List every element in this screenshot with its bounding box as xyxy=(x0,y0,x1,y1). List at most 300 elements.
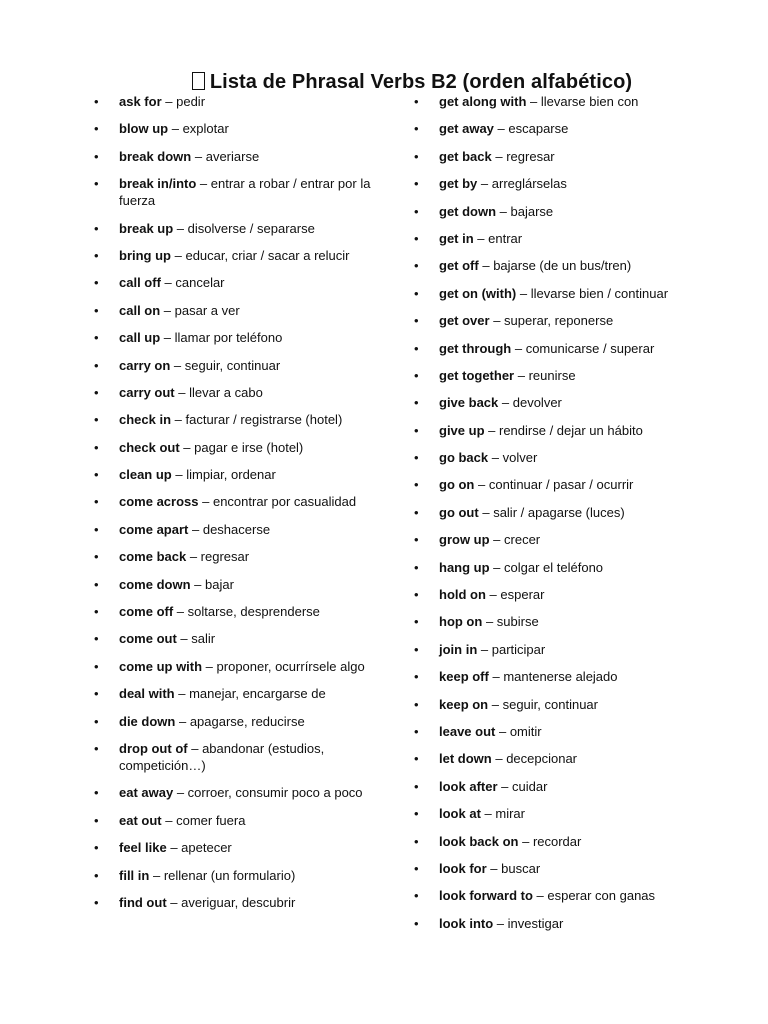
list-item xyxy=(94,576,384,593)
phrasal-verb: ask for xyxy=(119,94,162,109)
list-item xyxy=(414,531,714,548)
verb-meaning: llevarse bien con xyxy=(540,94,639,109)
list-item xyxy=(94,685,384,702)
verb-meaning: deshacerse xyxy=(202,521,271,537)
list-item xyxy=(414,778,714,795)
verb-meaning: cancelar xyxy=(175,275,225,291)
verb-meaning: superar, reponerse xyxy=(504,313,614,329)
bullet-icon: • xyxy=(94,302,99,318)
bullet-icon: • xyxy=(414,723,419,739)
verb-meaning: educar, criar / sacar a relucir xyxy=(185,247,350,263)
verb-meaning: manejar, encargarse de xyxy=(189,686,326,702)
list-item xyxy=(414,860,714,877)
verb-meaning: explotar xyxy=(182,121,229,137)
list-item xyxy=(94,120,384,137)
separator: – xyxy=(174,384,190,400)
bullet-icon: • xyxy=(414,176,419,192)
separator: – xyxy=(188,521,203,537)
bullet-icon: • xyxy=(414,778,419,794)
list-item xyxy=(414,285,714,302)
bullet-icon: • xyxy=(414,532,419,548)
phrasal-verb: break up xyxy=(119,220,174,236)
verb-meaning: apagarse, reducirse xyxy=(189,713,305,729)
bullet-icon: • xyxy=(94,549,99,565)
bullet-icon: • xyxy=(94,439,99,455)
missing-glyph-icon xyxy=(192,72,205,90)
list-item xyxy=(94,784,384,801)
bullet-icon: • xyxy=(94,658,99,674)
separator: – xyxy=(170,357,185,373)
verb-meaning: comunicarse / superar xyxy=(525,340,655,356)
phrasal-verb: get off xyxy=(439,258,479,274)
list-item xyxy=(94,839,384,856)
phrasal-verbs-list-right xyxy=(414,93,714,942)
page-title xyxy=(0,71,768,94)
list-item xyxy=(94,466,384,483)
phrasal-verb: bring up xyxy=(119,247,171,263)
separator: – xyxy=(160,330,175,346)
verb-meaning: apetecer xyxy=(181,840,232,856)
bullet-icon: • xyxy=(414,915,419,931)
bullet-icon: • xyxy=(94,247,99,263)
phrasal-verb: give back xyxy=(439,395,499,411)
bullet-icon: • xyxy=(414,614,419,630)
phrasal-verb: let down xyxy=(439,751,492,767)
list-item xyxy=(414,148,714,165)
list-item xyxy=(94,630,384,647)
separator: – xyxy=(171,247,186,263)
verb-meaning: llamar por teléfono xyxy=(174,330,283,346)
verb-meaning: mirar xyxy=(495,806,525,822)
phrasal-verb: leave out xyxy=(439,723,496,739)
bullet-icon: • xyxy=(414,504,419,520)
phrasal-verb: give up xyxy=(439,422,485,438)
bullet-icon: • xyxy=(414,696,419,712)
separator: – xyxy=(491,148,507,164)
phrasal-verb: die down xyxy=(119,713,176,729)
phrasal-verb: carry out xyxy=(119,384,175,400)
bullet-icon: • xyxy=(94,412,99,428)
separator: – xyxy=(495,723,510,739)
phrasal-verb: get over xyxy=(439,313,490,329)
list-item xyxy=(414,203,714,220)
bullet-icon: • xyxy=(94,785,99,801)
list-item xyxy=(414,915,714,932)
verb-meaning: entrar xyxy=(488,230,523,246)
separator: – xyxy=(480,806,496,822)
list-item xyxy=(414,833,714,850)
bullet-icon: • xyxy=(414,121,419,137)
bullet-icon: • xyxy=(414,477,419,493)
list-item xyxy=(414,696,714,713)
separator: – xyxy=(489,532,505,548)
phrasal-verbs-list-left xyxy=(94,93,384,921)
verb-meaning: salir / apagarse (luces) xyxy=(493,504,625,520)
phrasal-verb: get back xyxy=(439,148,492,164)
bullet-icon: • xyxy=(414,313,419,329)
verb-meaning: averiguar, descubrir xyxy=(181,894,296,910)
separator: – xyxy=(516,285,531,301)
bullet-icon: • xyxy=(414,669,419,685)
separator: – xyxy=(526,94,541,109)
bullet-icon: • xyxy=(414,641,419,657)
phrasal-verb: keep on xyxy=(439,696,489,712)
phrasal-verb: look into xyxy=(439,915,494,931)
verb-meaning: corroer, consumir poco a poco xyxy=(187,785,363,801)
verb-meaning: disolverse / separarse xyxy=(187,220,315,236)
separator: – xyxy=(493,121,509,137)
verb-meaning: entrar a robar / entrar por la fuerza xyxy=(119,176,371,209)
verb-meaning: llevarse bien / continuar xyxy=(530,285,669,301)
phrasal-verb: call up xyxy=(119,330,161,346)
phrasal-verb: carry on xyxy=(119,357,171,373)
list-item xyxy=(94,713,384,730)
verb-meaning: decepcionar xyxy=(506,751,578,767)
separator: – xyxy=(474,477,489,493)
verb-meaning: participar xyxy=(491,641,546,657)
separator: – xyxy=(173,220,188,236)
verb-meaning: omitir xyxy=(509,723,542,739)
list-item xyxy=(414,805,714,822)
list-item xyxy=(94,220,384,237)
phrasal-verb: clean up xyxy=(119,467,172,483)
verb-meaning: pedir xyxy=(176,94,206,109)
verb-meaning: comer fuera xyxy=(176,812,246,828)
verb-meaning: rendirse / dejar un hábito xyxy=(498,422,643,438)
separator: – xyxy=(160,302,175,318)
verb-meaning: colgar el teléfono xyxy=(504,559,604,575)
phrasal-verb: come up with xyxy=(119,658,203,674)
verb-meaning: seguir, continuar xyxy=(502,696,598,712)
separator: – xyxy=(190,576,205,592)
verb-meaning: pasar a ver xyxy=(174,302,240,318)
bullet-icon: • xyxy=(94,176,99,192)
verb-meaning: soltarse, desprenderse xyxy=(187,604,320,620)
bullet-icon: • xyxy=(414,94,419,109)
separator: – xyxy=(174,686,190,702)
phrasal-verb: break in/into xyxy=(119,176,197,192)
bullet-icon: • xyxy=(94,275,99,291)
phrasal-verb: get down xyxy=(439,203,497,219)
bullet-icon: • xyxy=(414,888,419,904)
separator: – xyxy=(166,894,182,910)
list-item xyxy=(414,120,714,137)
phrasal-verb: go back xyxy=(439,450,489,466)
list-item xyxy=(94,740,384,774)
verb-meaning: esperar xyxy=(500,587,545,603)
phrasal-verb: come out xyxy=(119,631,177,647)
phrasal-verb: blow up xyxy=(119,121,169,137)
list-item xyxy=(94,439,384,456)
bullet-icon: • xyxy=(94,713,99,729)
bullet-icon: • xyxy=(414,450,419,466)
separator: – xyxy=(168,121,183,137)
separator: – xyxy=(514,367,529,383)
phrasal-verb: come down xyxy=(119,576,191,592)
phrasal-verb: eat out xyxy=(119,812,162,828)
separator: – xyxy=(498,395,513,411)
separator: – xyxy=(485,587,501,603)
bullet-icon: • xyxy=(414,395,419,411)
phrasal-verb: come apart xyxy=(119,521,189,537)
separator: – xyxy=(202,658,217,674)
separator: – xyxy=(160,275,176,291)
list-item xyxy=(414,312,714,329)
bullet-icon: • xyxy=(94,631,99,647)
bullet-icon: • xyxy=(414,367,419,383)
list-item xyxy=(414,641,714,658)
bullet-icon: • xyxy=(94,686,99,702)
list-item xyxy=(94,521,384,538)
verb-meaning: limpiar, ordenar xyxy=(186,467,276,483)
phrasal-verb: grow up xyxy=(439,532,490,548)
separator: – xyxy=(511,340,526,356)
phrasal-verb: break down xyxy=(119,148,192,164)
list-item xyxy=(94,175,384,209)
separator: – xyxy=(486,860,502,876)
separator: – xyxy=(191,148,206,164)
separator: – xyxy=(186,549,201,565)
phrasal-verb: come back xyxy=(119,549,187,565)
bullet-icon: • xyxy=(414,559,419,575)
phrasal-verb: hold on xyxy=(439,587,486,603)
separator: – xyxy=(482,614,497,630)
separator: – xyxy=(489,559,505,575)
separator: – xyxy=(489,313,505,329)
separator: – xyxy=(196,176,211,192)
separator: – xyxy=(166,840,182,856)
title-text: Lista de Phrasal Verbs B2 (orden alfabético) xyxy=(209,71,633,94)
phrasal-verb: get by xyxy=(439,176,478,192)
verb-meaning: subirse xyxy=(496,614,539,630)
list-item xyxy=(414,93,714,110)
verb-meaning: salir xyxy=(191,631,216,647)
phrasal-verb: eat away xyxy=(119,785,174,801)
phrasal-verb: look at xyxy=(439,806,481,822)
verb-meaning: encontrar por casualidad xyxy=(212,494,357,510)
phrasal-verb: get together xyxy=(439,367,515,383)
list-item xyxy=(94,548,384,565)
separator: – xyxy=(473,230,489,246)
bullet-icon: • xyxy=(414,285,419,301)
list-item xyxy=(414,449,714,466)
bullet-icon: • xyxy=(94,521,99,537)
verb-meaning: recordar xyxy=(532,833,582,849)
separator: – xyxy=(488,669,504,685)
bullet-icon: • xyxy=(414,258,419,274)
verb-meaning: seguir, continuar xyxy=(184,357,281,373)
phrasal-verb: call off xyxy=(119,275,161,291)
separator: – xyxy=(179,439,195,455)
bullet-icon: • xyxy=(414,148,419,164)
separator: – xyxy=(173,604,188,620)
verb-meaning: arreglárselas xyxy=(491,176,567,192)
phrasal-verb: check in xyxy=(119,412,172,428)
phrasal-verb: look for xyxy=(439,860,487,876)
bullet-icon: • xyxy=(94,867,99,883)
phrasal-verb: get in xyxy=(439,230,474,246)
phrasal-verb: look back on xyxy=(439,833,519,849)
bullet-icon: • xyxy=(94,576,99,592)
verb-meaning: continuar / pasar / ocurrir xyxy=(488,477,634,493)
phrasal-verb: come off xyxy=(119,604,174,620)
separator: – xyxy=(484,422,499,438)
verb-meaning: pagar e irse (hotel) xyxy=(194,439,304,455)
list-item xyxy=(94,357,384,374)
separator: – xyxy=(491,751,507,767)
list-item xyxy=(414,559,714,576)
bullet-icon: • xyxy=(94,812,99,828)
list-item xyxy=(94,384,384,401)
verb-meaning: averiarse xyxy=(205,148,260,164)
phrasal-verb: fill in xyxy=(119,867,150,883)
bullet-icon: • xyxy=(94,604,99,620)
bullet-icon: • xyxy=(94,220,99,236)
list-item xyxy=(414,340,714,357)
bullet-icon: • xyxy=(414,751,419,767)
list-item xyxy=(94,867,384,884)
list-item xyxy=(94,329,384,346)
bullet-icon: • xyxy=(94,740,99,756)
phrasal-verb: get on (with) xyxy=(439,285,517,301)
separator: – xyxy=(478,258,494,274)
bullet-icon: • xyxy=(414,833,419,849)
bullet-icon: • xyxy=(94,357,99,373)
list-item xyxy=(414,367,714,384)
phrasal-verb: look after xyxy=(439,778,498,794)
bullet-icon: • xyxy=(94,148,99,164)
bullet-icon: • xyxy=(94,840,99,856)
verb-meaning: bajar xyxy=(204,576,234,592)
verb-meaning: bajarse xyxy=(510,203,554,219)
list-item xyxy=(414,422,714,439)
separator: – xyxy=(488,696,503,712)
verb-meaning: investigar xyxy=(507,915,564,931)
verb-meaning: regresar xyxy=(200,549,250,565)
phrasal-verb: get away xyxy=(439,121,494,137)
phrasal-verb: drop out of xyxy=(119,740,188,756)
list-item xyxy=(414,230,714,247)
phrasal-verb: feel like xyxy=(119,840,167,856)
verb-meaning: mantenerse alejado xyxy=(503,669,618,685)
phrasal-verb: call on xyxy=(119,302,161,318)
verb-meaning: abandonar (estudios, competición…) xyxy=(119,740,325,773)
list-item xyxy=(94,411,384,428)
bullet-icon: • xyxy=(414,806,419,822)
verb-meaning: proponer, ocurrírsele algo xyxy=(216,658,365,674)
phrasal-verb: get through xyxy=(439,340,512,356)
verb-meaning: llevar a cabo xyxy=(189,384,263,400)
verb-meaning: bajarse (de un bus/tren) xyxy=(493,258,632,274)
separator: – xyxy=(478,504,494,520)
list-item xyxy=(414,668,714,685)
separator: – xyxy=(496,203,511,219)
separator: – xyxy=(493,915,508,931)
list-item xyxy=(94,274,384,291)
separator: – xyxy=(149,867,164,883)
phrasal-verb: come across xyxy=(119,494,199,510)
bullet-icon: • xyxy=(414,422,419,438)
verb-meaning: escaparse xyxy=(508,121,569,137)
list-item xyxy=(414,887,714,904)
separator: – xyxy=(477,641,492,657)
verb-meaning: reunirse xyxy=(528,367,576,383)
phrasal-verb: check out xyxy=(119,439,180,455)
list-item xyxy=(414,586,714,603)
bullet-icon: • xyxy=(94,494,99,510)
list-item xyxy=(414,257,714,274)
bullet-icon: • xyxy=(94,467,99,483)
phrasal-verb: find out xyxy=(119,894,167,910)
phrasal-verb: go on xyxy=(439,477,475,493)
bullet-icon: • xyxy=(414,203,419,219)
phrasal-verb: keep off xyxy=(439,669,489,685)
verb-meaning: devolver xyxy=(512,395,562,411)
bullet-icon: • xyxy=(94,330,99,346)
bullet-icon: • xyxy=(94,894,99,910)
list-item xyxy=(94,493,384,510)
list-item xyxy=(414,723,714,740)
list-item xyxy=(94,302,384,319)
separator: – xyxy=(477,176,492,192)
bullet-icon: • xyxy=(414,230,419,246)
phrasal-verb: hang up xyxy=(439,559,490,575)
verb-meaning: crecer xyxy=(504,532,541,548)
verb-meaning: facturar / registrarse (hotel) xyxy=(185,412,343,428)
list-item xyxy=(94,658,384,675)
phrasal-verb: hop on xyxy=(439,614,483,630)
separator: – xyxy=(161,812,177,828)
verb-meaning: rellenar (un formulario) xyxy=(163,867,296,883)
separator: – xyxy=(532,888,548,904)
separator: – xyxy=(171,467,187,483)
separator: – xyxy=(497,778,512,794)
list-item xyxy=(94,603,384,620)
list-item xyxy=(414,613,714,630)
verb-meaning: volver xyxy=(502,450,538,466)
separator: – xyxy=(173,785,188,801)
bullet-icon: • xyxy=(414,340,419,356)
phrasal-verb: go out xyxy=(439,504,479,520)
list-item xyxy=(414,175,714,192)
bullet-icon: • xyxy=(94,121,99,137)
list-item xyxy=(414,476,714,493)
phrasal-verb: deal with xyxy=(119,686,175,702)
separator: – xyxy=(161,94,177,109)
separator: – xyxy=(176,631,192,647)
list-item xyxy=(414,504,714,521)
separator: – xyxy=(171,412,186,428)
verb-meaning: cuidar xyxy=(511,778,548,794)
bullet-icon: • xyxy=(414,587,419,603)
list-item xyxy=(94,93,384,110)
separator: – xyxy=(187,740,203,756)
list-item xyxy=(414,394,714,411)
phrasal-verb: join in xyxy=(439,641,478,657)
bullet-icon: • xyxy=(414,860,419,876)
list-item xyxy=(94,894,384,911)
list-item xyxy=(414,750,714,767)
separator: – xyxy=(175,713,190,729)
phrasal-verb: look forward to xyxy=(439,888,533,904)
phrasal-verb: get along with xyxy=(439,94,527,109)
separator: – xyxy=(198,494,213,510)
bullet-icon: • xyxy=(94,384,99,400)
separator: – xyxy=(518,833,533,849)
verb-meaning: buscar xyxy=(501,860,541,876)
verb-meaning: esperar con ganas xyxy=(547,888,656,904)
list-item xyxy=(94,247,384,264)
